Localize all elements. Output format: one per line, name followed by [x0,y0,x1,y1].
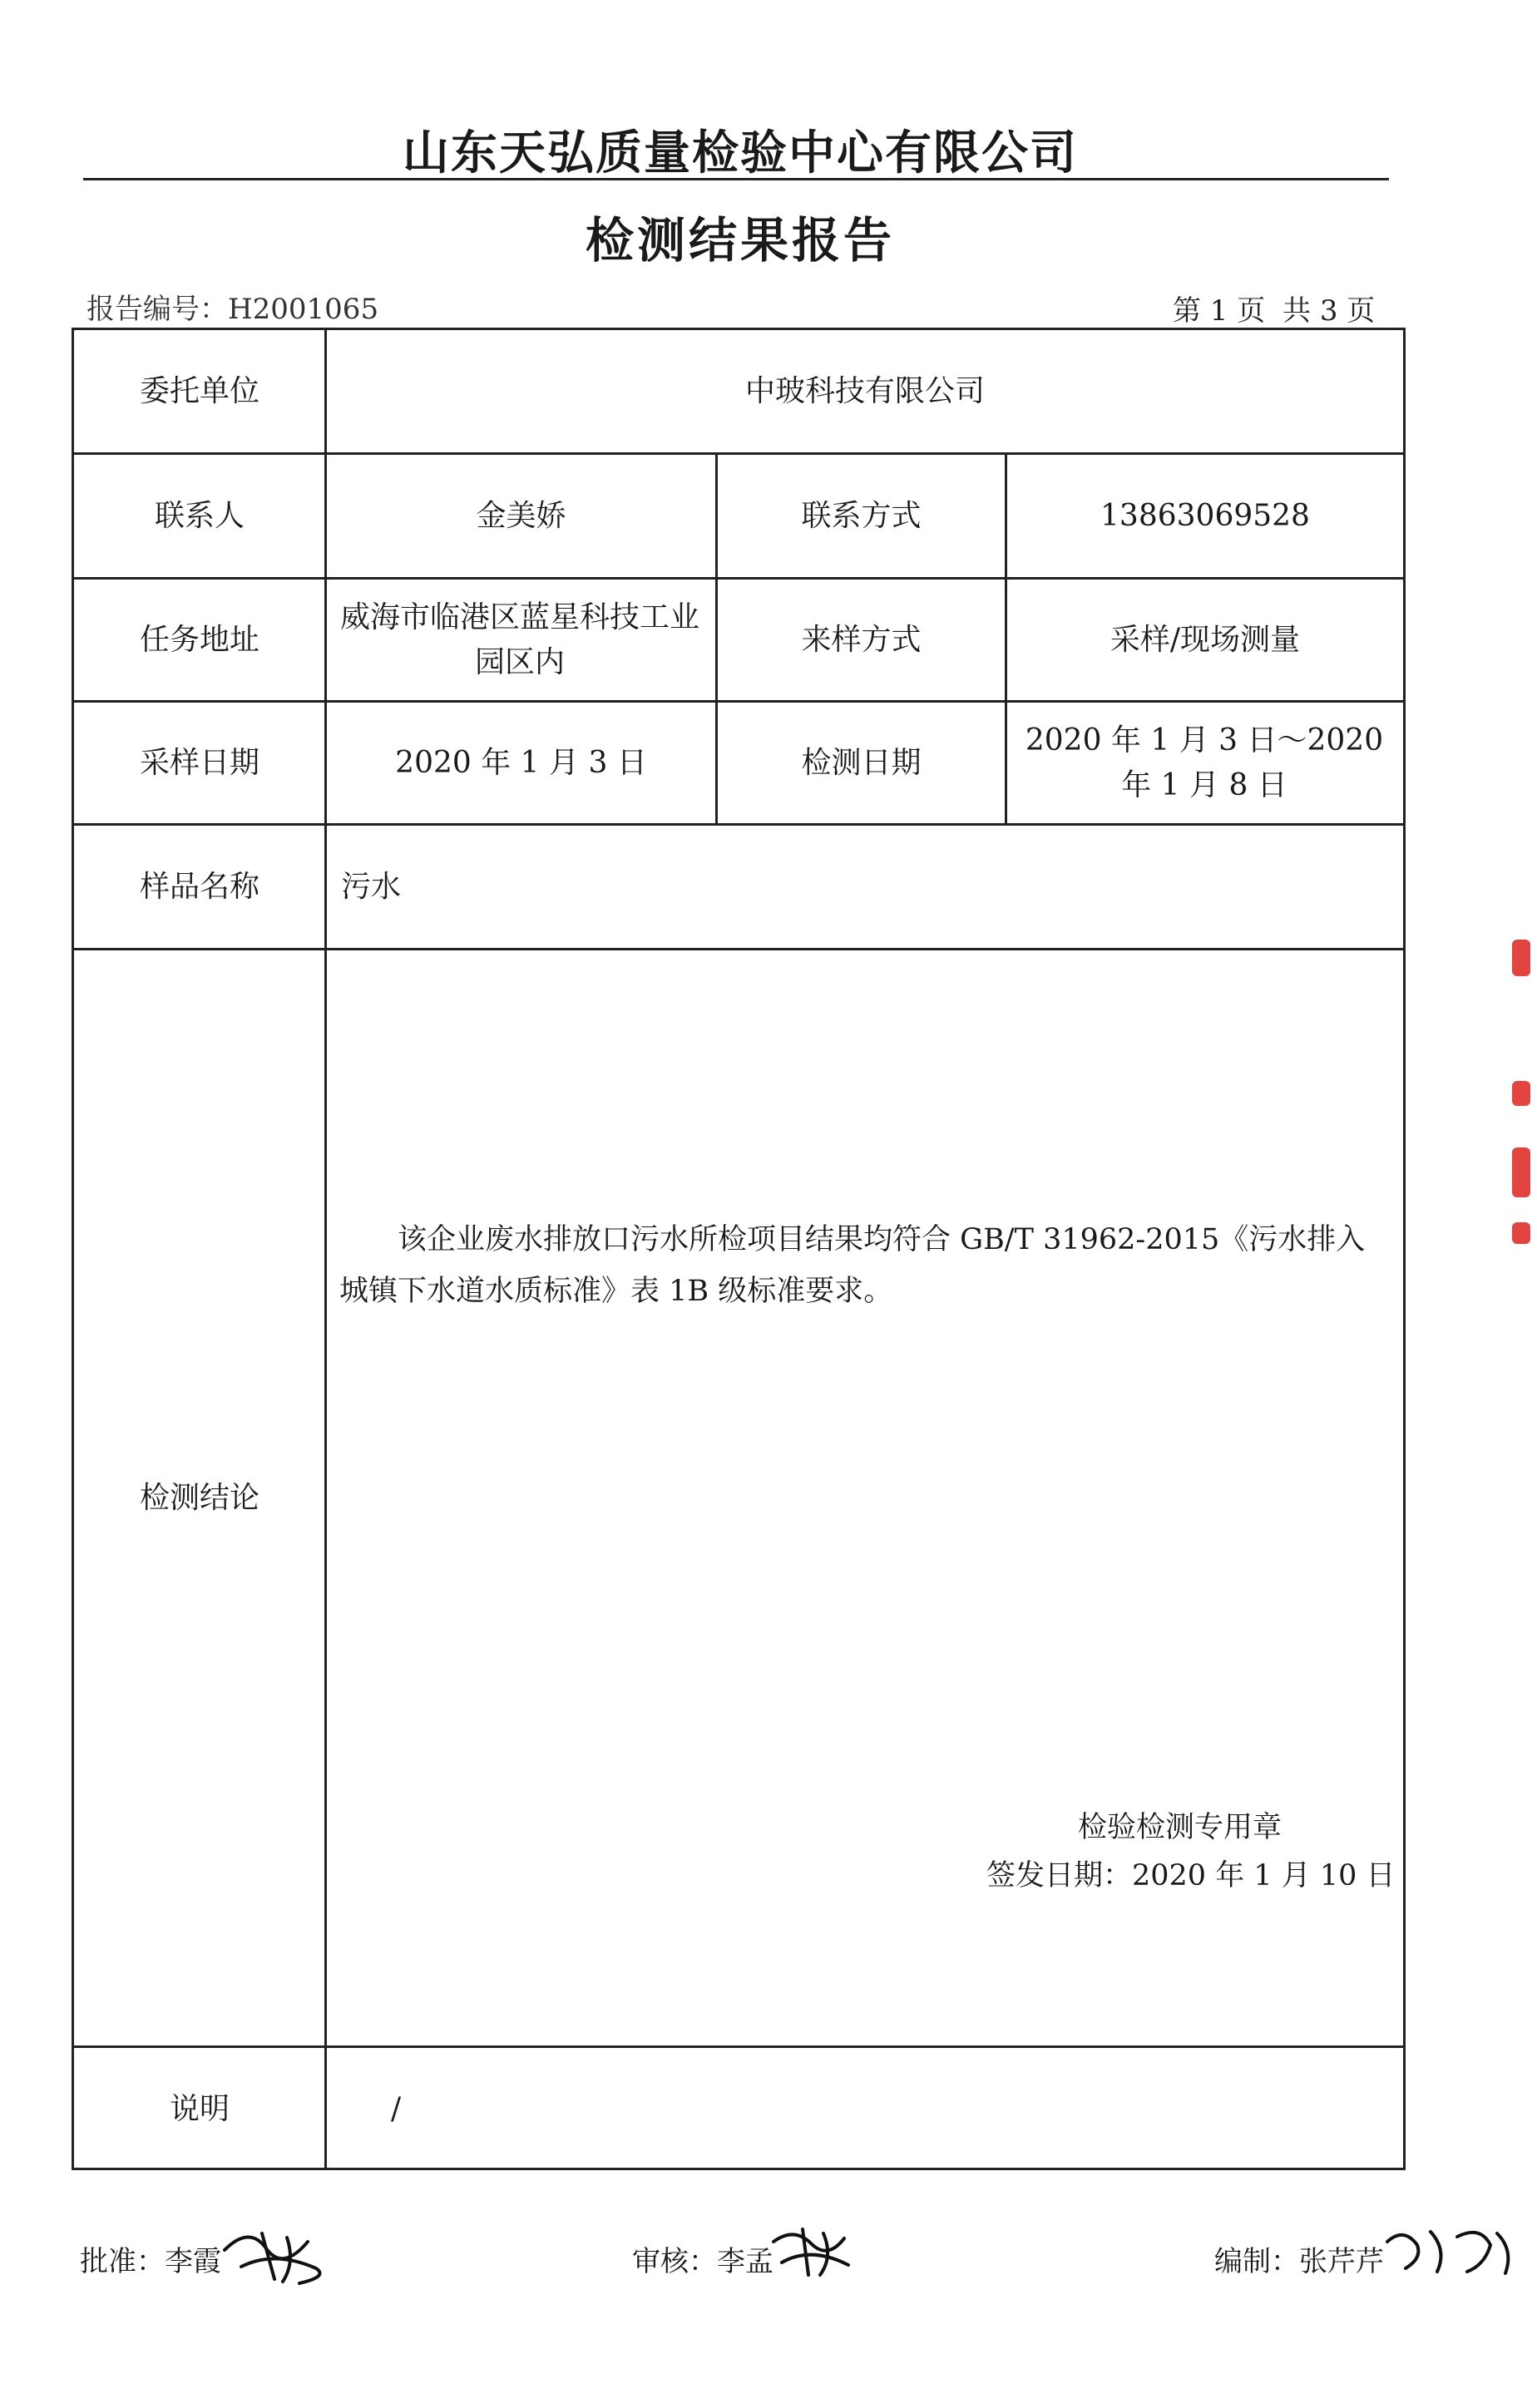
editor-signature [1381,2217,1522,2283]
header-rule [83,178,1389,180]
report-number-value: H2001065 [228,293,379,326]
sample-name-value: 污水 [341,869,402,904]
conclusion-text: 该企业废水排放口污水所检项目结果均符合 GB/T 31962-2015《污水排入城镇下水道水质标准》表 1B 级标准要求。 [339,1223,1366,1308]
report-number-label: 报告编号： [86,293,228,326]
approver: 批准：李霞 [80,2245,221,2278]
client-value: 中玻科技有限公司 [744,373,985,408]
sampling-method-label: 来样方式 [801,622,922,657]
editor: 编制：张芹芹 [1214,2245,1384,2278]
red-stamp-fragment [1512,1147,1530,1197]
client-label: 委托单位 [139,373,259,408]
address-value: 威海市临港区蓝星科技工业园区内 [339,600,699,679]
red-stamp-fragment [1512,1222,1530,1244]
conclusion-label: 检测结论 [139,1480,259,1515]
reviewer-signature [765,2217,865,2283]
sampling-date-value: 2020 年 1 月 3 日 [395,745,647,780]
issue-date: 签发日期：2020 年 1 月 10 日 [986,1859,1396,1892]
phone-label: 联系方式 [801,498,922,533]
page-total: 共 3 页 [1282,294,1376,328]
address-label: 任务地址 [139,622,259,657]
red-stamp-fragment [1512,940,1530,976]
contact-label: 联系人 [154,498,245,533]
test-date-label: 检测日期 [801,745,922,780]
sampling-date-label: 采样日期 [139,745,259,780]
red-stamp-fragment [1512,1081,1530,1106]
seal-label: 检验检测专用章 [1078,1811,1282,1844]
report-title: 检测结果报告 [585,212,895,269]
reviewer: 审核：李孟 [632,2245,773,2278]
phone-value: 13863069528 [1100,498,1310,533]
page-current: 第 1 页 [1173,294,1266,328]
approver-signature [216,2217,341,2292]
label-column-divider [324,328,327,2170]
sampling-method-value: 采样/现场测量 [1110,622,1301,657]
report-number [86,286,378,327]
page-indicator [1164,288,1375,328]
notes-label: 说明 [169,2091,230,2126]
test-date-value: 2020 年 1 月 3 日～2020 年 1 月 8 日 [1025,723,1384,802]
sample-name-label: 样品名称 [139,869,259,904]
contact-value: 金美娇 [476,498,566,533]
notes-value: / [391,2091,402,2126]
company-name: 山东天弘质量检验中心有限公司 [403,126,1078,180]
